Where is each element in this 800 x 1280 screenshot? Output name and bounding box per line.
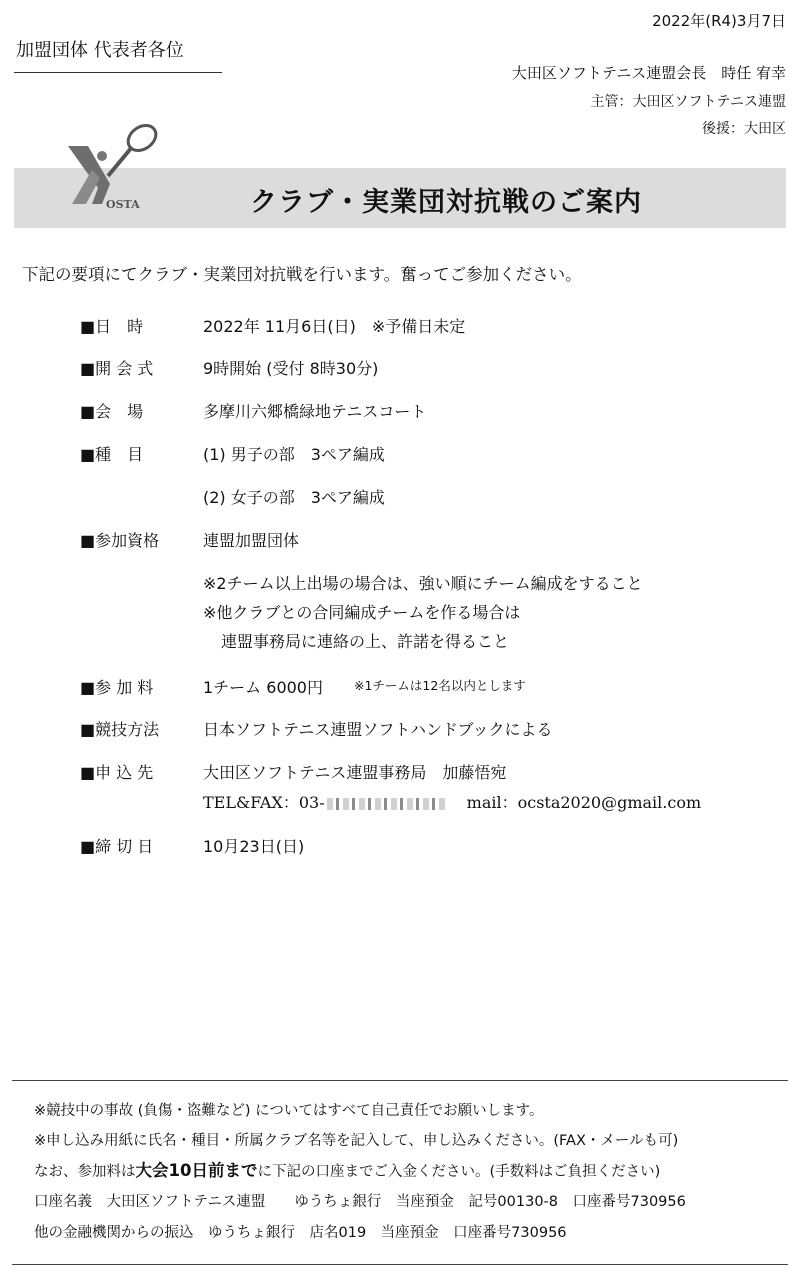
sponsor: 後援：大田区 — [702, 121, 786, 137]
method-value: 日本ソフトテニス連盟ソフトハンドブックによる — [203, 720, 553, 739]
deadline-value: 10月23日(日) — [203, 837, 305, 856]
recipient: 加盟団体 代表者各位 — [16, 40, 184, 61]
osta-logo — [62, 118, 162, 214]
apply-label: ■申 込 先 — [80, 763, 154, 782]
fee-note: ※1チームは12名以内とします — [354, 678, 526, 693]
page-title: クラブ・実業団対抗戦のご案内 — [250, 187, 642, 218]
fee-label: ■参 加 料 — [80, 678, 154, 697]
footer-line-1: ※競技中の事故 (負傷・盗難など) についてはすべて自己責任でお願いします。 — [34, 1103, 544, 1119]
method-label: ■競技方法 — [80, 720, 160, 739]
date-label: ■日 時 — [80, 317, 144, 336]
masked-phone-number — [327, 798, 445, 810]
venue-value: 多摩川六郷橋緑地テニスコート — [203, 402, 427, 421]
event-label: ■種 目 — [80, 445, 144, 464]
eligibility-note-1: ※2チーム以上出場の場合は、強い順にチーム編成をすること — [203, 574, 643, 593]
logo-text: OSTA — [106, 198, 140, 211]
eligibility-label: ■参加資格 — [80, 531, 160, 550]
footer-line-3 — [34, 1157, 660, 1181]
email: mail：ocsta2020@gmail.com — [466, 793, 702, 812]
footer-top-rule — [12, 1080, 788, 1081]
deadline-label: ■締 切 日 — [80, 837, 154, 856]
intro-text: 下記の要項にてクラブ・実業団対抗戦を行います。奮ってご参加ください。 — [22, 265, 582, 284]
venue-label: ■会 場 — [80, 402, 144, 421]
sender: 大田区ソフトテニス連盟会長 時任 宥幸 — [511, 64, 786, 82]
eligibility-note-3: 連盟事務局に連絡の上、許諾を得ること — [221, 632, 510, 651]
footer-transfer-line: 他の金融機関からの振込 ゆうちょ銀行 店名019 当座預金 口座番号730956 — [34, 1225, 567, 1241]
contact-line — [203, 790, 701, 813]
opening-label: ■開 会 式 — [80, 359, 154, 378]
recipient-underline — [14, 72, 222, 73]
footer-line-3-bold: 大会10日前まで — [135, 1161, 258, 1180]
event-women: (2) 女子の部 3ペア編成 — [203, 488, 385, 507]
fee-value: 1チーム 6000円 — [203, 678, 323, 697]
footer-line-3-pre: なお、参加料は — [34, 1164, 136, 1180]
footer-bottom-rule — [12, 1264, 788, 1265]
event-men: (1) 男子の部 3ペア編成 — [203, 445, 385, 464]
footer-line-3-post: に下記の口座までご入金ください。(手数料はご負担ください) — [257, 1164, 661, 1180]
document-date: 2022年(R4)3月7日 — [652, 12, 786, 30]
date-value: 2022年 11月6日(日) ※予備日未定 — [203, 317, 466, 336]
eligibility-note-2: ※他クラブとの合同編成チームを作る場合は — [203, 603, 521, 622]
organizer: 主管：大田区ソフトテニス連盟 — [590, 94, 786, 110]
footer-account-line: 口座名義 大田区ソフトテニス連盟 ゆうちょ銀行 当座預金 記号00130-8 口座番号730956 — [34, 1194, 686, 1210]
apply-value: 大田区ソフトテニス連盟事務局 加藤悟宛 — [203, 763, 507, 782]
footer-line-2: ※申し込み用紙に氏名・種目・所属クラブ名等を記入して、申し込みください。(FAX・メールも可) — [34, 1133, 679, 1149]
eligibility-value: 連盟加盟団体 — [203, 531, 300, 550]
tel-fax: TEL&FAX：03- — [203, 793, 325, 812]
opening-value: 9時開始 (受付 8時30分) — [203, 359, 379, 378]
